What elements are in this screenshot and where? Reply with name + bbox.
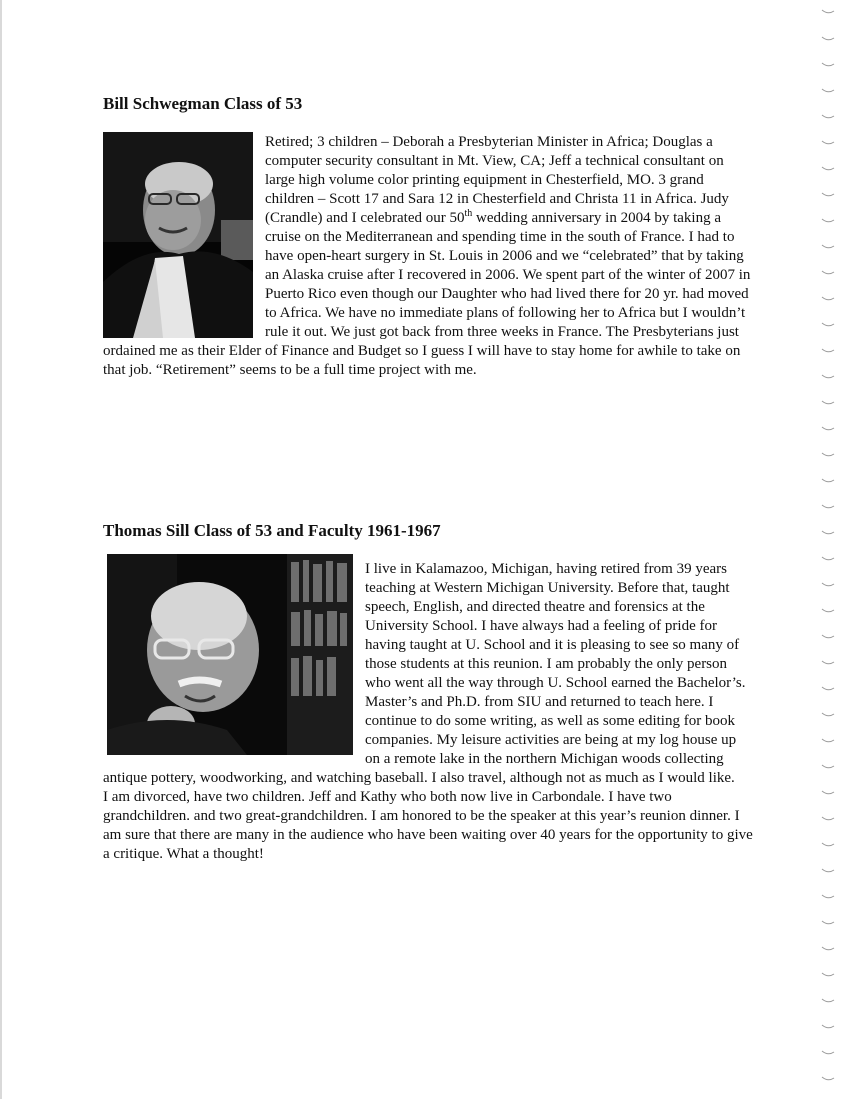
profile-bill-schwegman [103, 93, 753, 380]
profile-heading: Thomas Sill Class of 53 and Faculty 1961-1967 [103, 521, 441, 540]
portrait-image [103, 132, 253, 338]
ordinal-suffix: th [464, 208, 473, 219]
margin-hole-marks [812, 0, 842, 1099]
portrait-photo-bill [103, 132, 253, 338]
profile-text-part: wedding anniversary in 2004 by taking a cruise on the Mediterranean and spending time in the south of France. I had to have open-heart surgery in St. Louis in 2006 and we “celebrated” that by taking an Alaska cruise after I recovered in 2006. We spent part of the winter of 2007 in Puerto Rico even though our Daughter who had lived there for 20 yr. had moved to Africa. We have no immediate plans of following her to Africa but I wouldn’t rule it out. We just got back from three weeks in France. The Presbyterians just ordained me as their Elder of Finance and Budget so I guess I will have to stay home for awhile to take on that job. “Retirement” seems to be a full time project with me. [103, 210, 751, 378]
profile-heading: Bill Schwegman Class of 53 [103, 94, 303, 113]
profile-text: I live in Kalamazoo, Michigan, having retired from 39 years teaching at Western Michigan University. Before that, taught speech, English, and directed theatre and forensics at the University School. I have always had a feeling of pride for having taught at U. School and it is pleasing to see so many of those students at this reunion. I am probably the only person who went all the way through U. School earned the Bachelor’s. Master’s and Ph.D. from SIU and returned to teach here. I continue to do some writing, as well as some editing for book companies. My leisure activities are being at my log house up on a remote lake in the northern Michigan woods collecting antique pottery, woodworking, and watching baseball. I also travel, although not as much as I would like. [103, 561, 746, 786]
profile-text-continued: I am divorced, have two children. Jeff and Kathy who both now live in Carbondale. I have two grandchildren. and two great-grandchildren. I am honored to be the speaker at this year’s reunion dinner. I am sure that there are many in the audience who have been waiting over 40 years for the opportunity to give a critique. What a thought! [103, 789, 753, 862]
portrait-photo-thomas [107, 554, 353, 755]
profile-thomas-sill [103, 520, 753, 864]
profile-text-part: Retired; 3 children – Deborah a Presbyterian Minister in Africa; Douglas a computer security consultant in Mt. View, CA; Jeff a technical consultant on large high volume color printing equipment in Chesterfield, MO. 3 grand children – Scott 17 and Sara 12 in Chesterfield and Christa 11 in Africa. Judy (Crandle) and I celebrated our 50 [265, 134, 729, 226]
page-left-edge [0, 0, 2, 1099]
hole-marks-graphic [812, 0, 842, 1099]
portrait-image [107, 554, 353, 755]
